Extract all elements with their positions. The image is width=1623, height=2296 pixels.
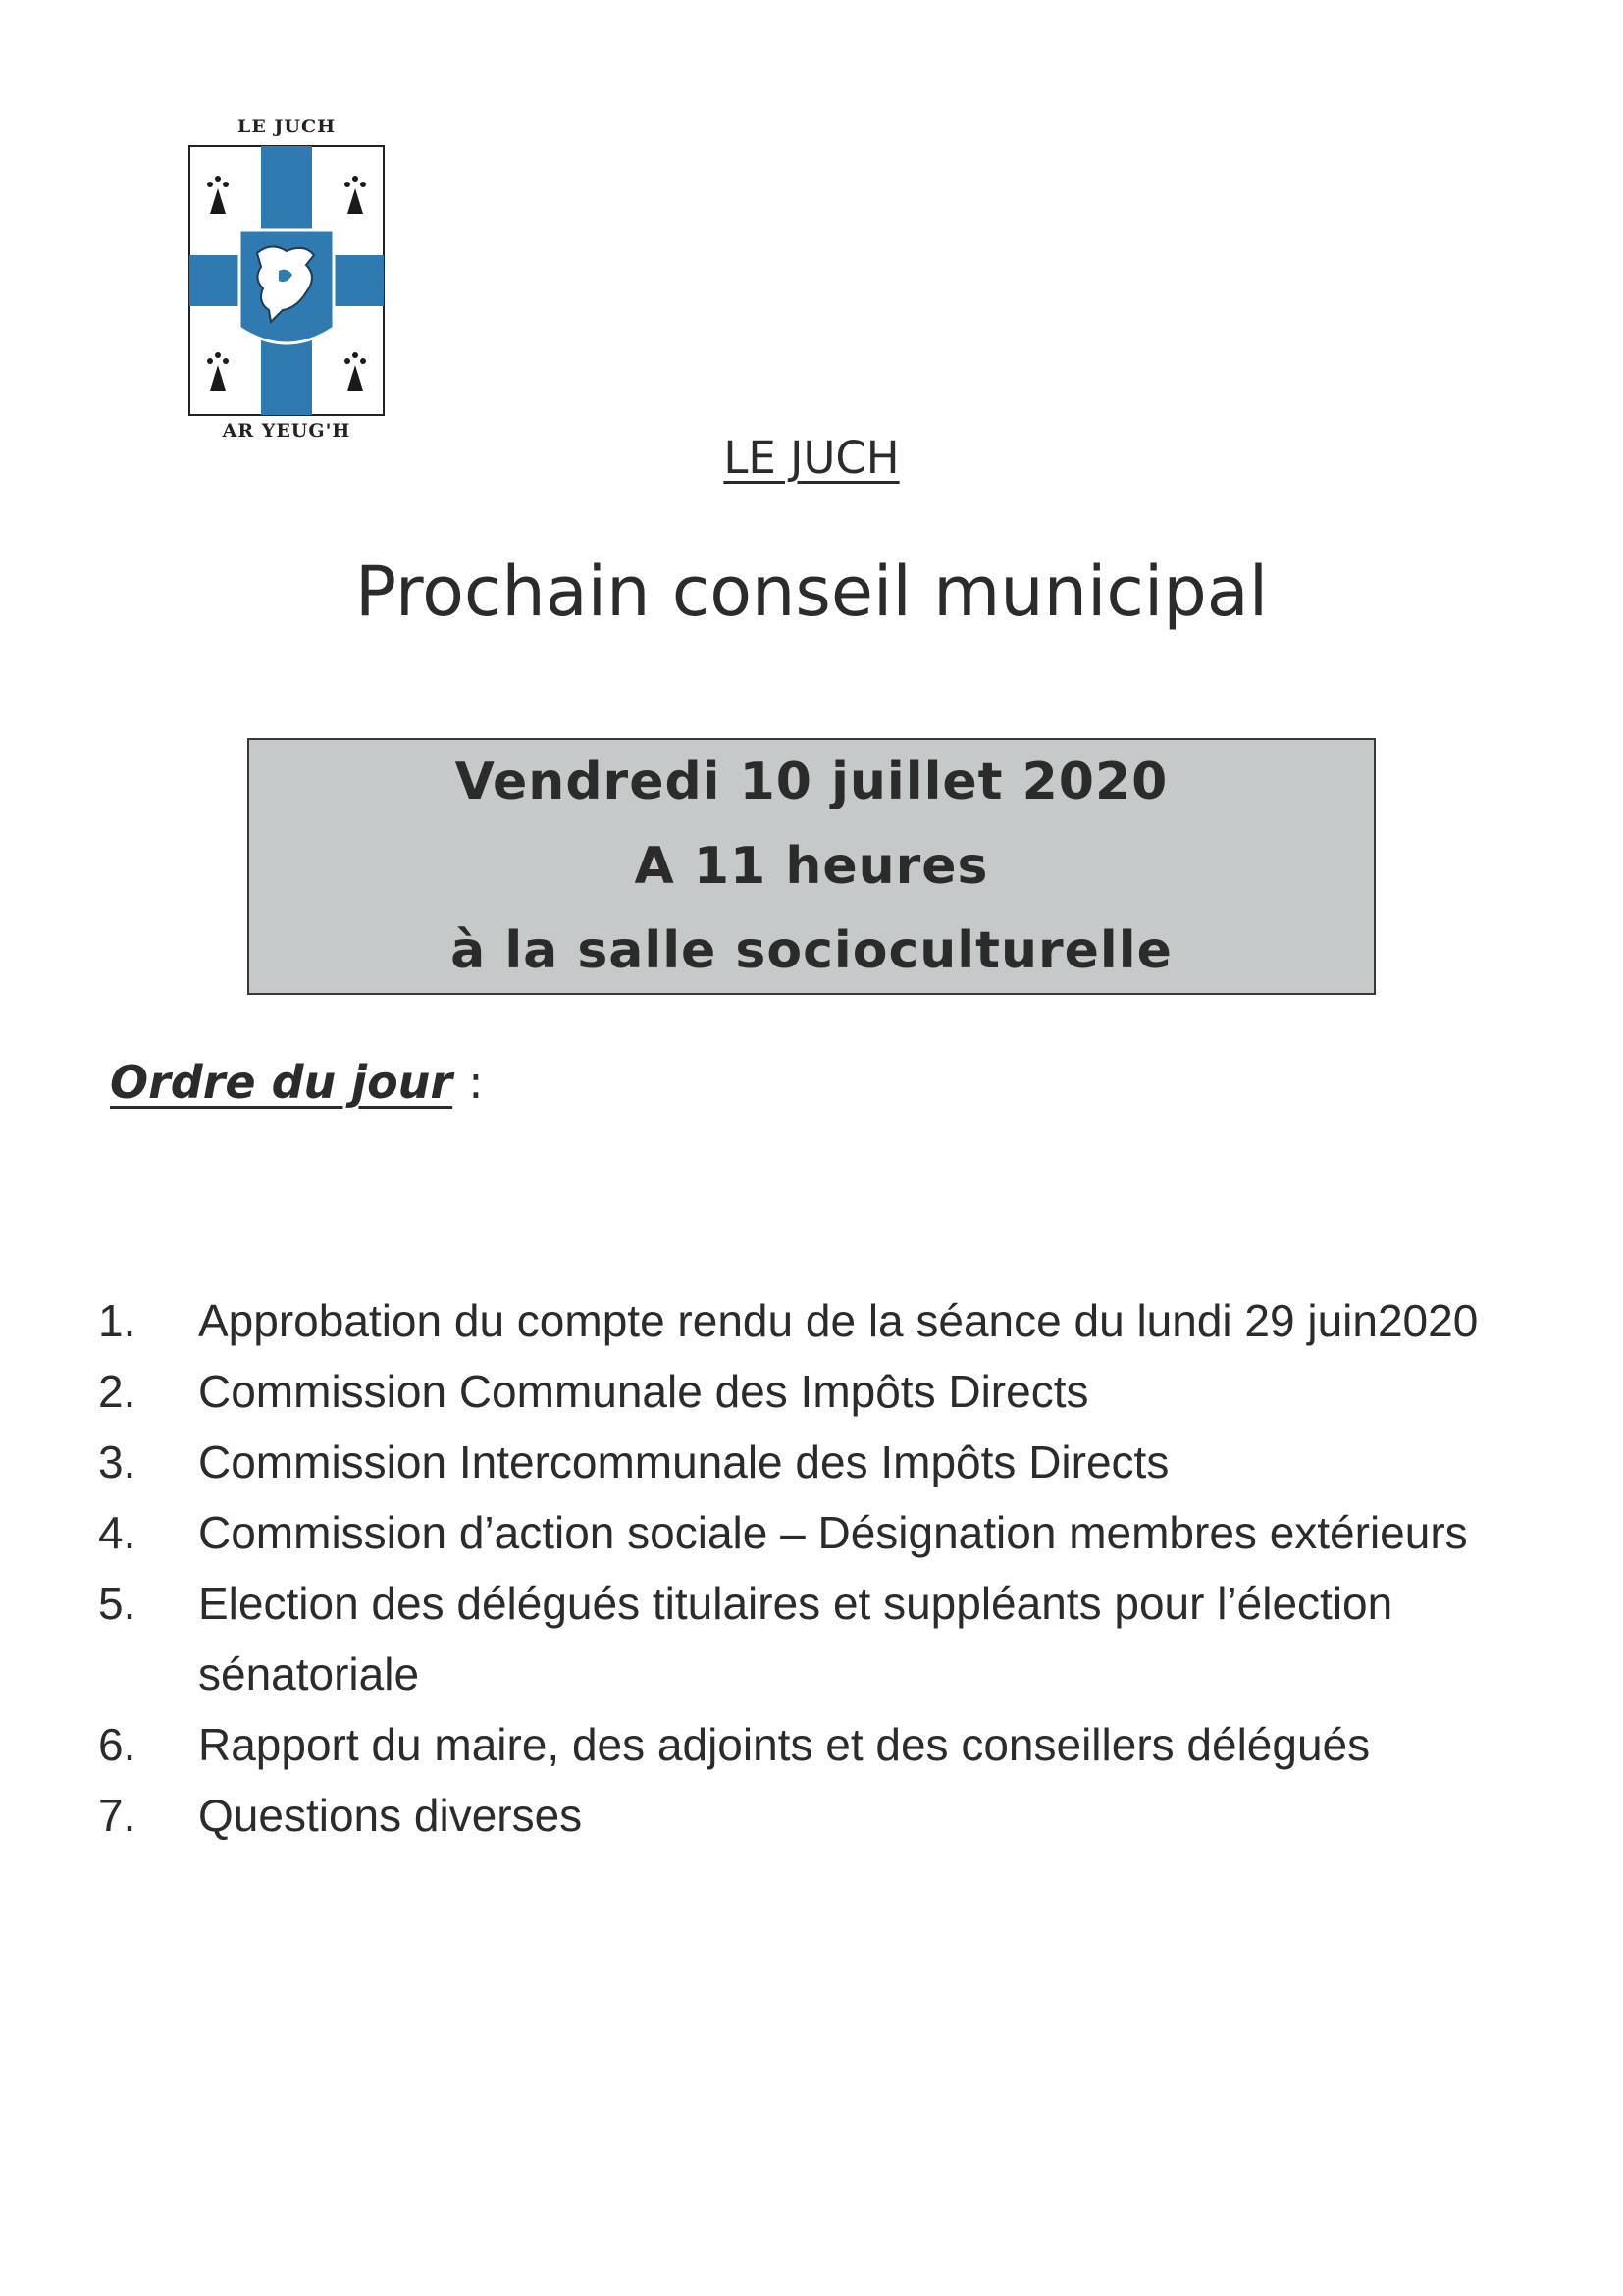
- agenda-item: [98, 1427, 1550, 1497]
- agenda-item-number: 2.: [98, 1366, 136, 1417]
- agenda-item-number: 7.: [98, 1790, 136, 1841]
- meeting-time: A 11 heures: [634, 837, 989, 896]
- meeting-info-box: [247, 738, 1376, 995]
- town-name-text: LE JUCH: [723, 432, 900, 484]
- agenda-item-number: 5.: [98, 1578, 136, 1629]
- crest-top-text: LE JUCH: [236, 116, 337, 137]
- agenda-heading-colon: :: [468, 1056, 484, 1109]
- agenda-heading-text: Ordre du jour: [110, 1056, 453, 1109]
- agenda-item-number: 4.: [98, 1507, 136, 1558]
- agenda-item: [98, 1356, 1550, 1427]
- agenda-item-number: 3.: [98, 1436, 136, 1487]
- agenda-item-number: 6.: [98, 1719, 136, 1770]
- agenda-item: [98, 1780, 1550, 1851]
- agenda-item: [98, 1709, 1550, 1780]
- agenda-item: [98, 1568, 1550, 1709]
- agenda-item-text: Commission Communale des Impôts Directs: [198, 1366, 1089, 1417]
- agenda-item: [98, 1285, 1550, 1356]
- agenda-item-text: Election des délégués titulaires et suppléants pour l’élection sénatoriale: [198, 1578, 1393, 1699]
- agenda-item-text: Rapport du maire, des adjoints et des conseillers délégués: [198, 1719, 1371, 1770]
- page-title: Prochain conseil municipal: [354, 551, 1269, 632]
- meeting-date: Vendredi 10 juillet 2020: [454, 753, 1169, 811]
- agenda-heading: [110, 1056, 484, 1109]
- town-name: [0, 432, 1623, 484]
- agenda-item-number: 1.: [98, 1295, 136, 1346]
- agenda-item-text: Approbation du compte rendu de la séance du lundi 29 juin2020: [198, 1295, 1479, 1346]
- crest-bottom-text: AR YEUG'H: [222, 420, 351, 442]
- agenda-item-text: Commission Intercommunale des Impôts Directs: [198, 1436, 1170, 1487]
- town-crest: [183, 114, 391, 447]
- agenda-item-text: Commission d’action sociale – Désignation membres extérieurs: [198, 1507, 1468, 1558]
- agenda-item: [98, 1497, 1550, 1568]
- agenda-item-text: Questions diverses: [198, 1790, 583, 1841]
- meeting-place: à la salle socioculturelle: [450, 921, 1173, 980]
- agenda-list: [98, 1285, 1550, 1851]
- coat-of-arms-icon: [188, 145, 385, 416]
